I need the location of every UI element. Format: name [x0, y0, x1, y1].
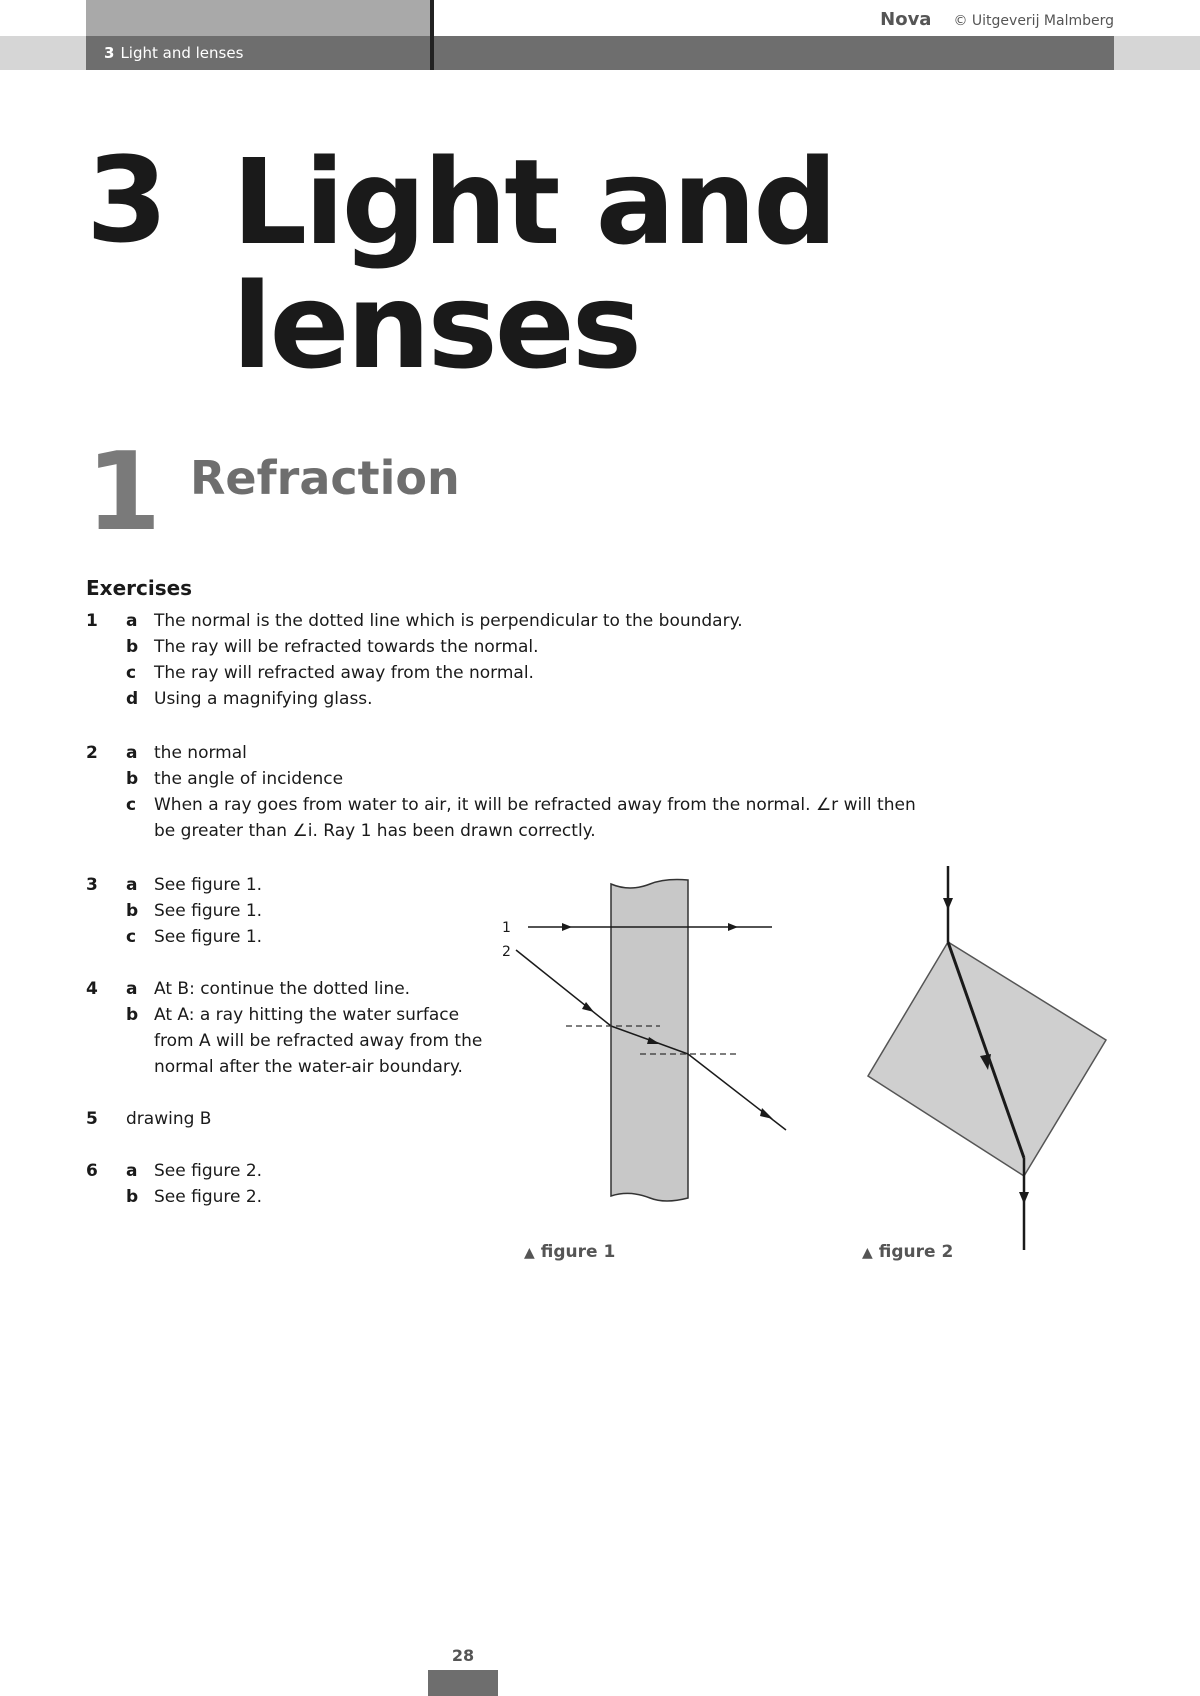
question-number: 1 [86, 611, 98, 631]
breadcrumb-number: 3 [104, 44, 115, 62]
figure-2-caption [862, 1242, 953, 1262]
question-number: 3 [86, 875, 98, 895]
chapter-title: Light and lenses [232, 133, 835, 395]
header-band-dark [434, 36, 1114, 70]
triangle-up-icon: ▲ [862, 1245, 873, 1261]
ray-1-label: 1 [502, 920, 511, 936]
sub-letter: b [126, 1005, 139, 1025]
sub-letter: a [126, 743, 138, 763]
exercises-heading: Exercises [86, 576, 193, 600]
figure-2-caption-text: figure 2 [878, 1242, 954, 1262]
arrow-down-icon [1019, 1192, 1029, 1204]
sub-letter: b [126, 901, 139, 921]
sub-letter: c [126, 663, 137, 683]
ray-1-arrow-icon [562, 923, 572, 931]
figure-1-caption [524, 1242, 615, 1262]
figure-1 [490, 870, 800, 1210]
answer-text: See figure 2. [154, 1187, 263, 1207]
answer-text: The ray will be refracted towards the normal. [154, 637, 539, 657]
page-number: 28 [451, 1646, 475, 1665]
answer-text: At B: continue the dotted line. [154, 979, 411, 999]
ray-2-incident [516, 950, 611, 1026]
section-title: Refraction [190, 451, 460, 505]
answer-text: Using a magnifying glass. [154, 689, 373, 709]
brand [880, 9, 1114, 30]
chapter-number: 3 [86, 131, 167, 269]
answer-text: drawing B [126, 1109, 212, 1129]
sub-letter: a [126, 875, 138, 895]
sub-letter: c [126, 927, 137, 947]
answer-text: normal after the water-air boundary. [154, 1057, 463, 1077]
answer-text: At A: a ray hitting the water surface [154, 1005, 460, 1025]
question-number: 5 [86, 1109, 98, 1129]
question-number: 2 [86, 743, 98, 763]
answer-text: the normal [154, 743, 247, 763]
sub-letter: a [126, 1161, 138, 1181]
figure-1-caption-text: figure 1 [540, 1242, 616, 1262]
answer-text: be greater than ∠i. Ray 1 has been drawn correctly. [154, 821, 596, 841]
brand-name: Nova [880, 9, 932, 30]
answer-text: When a ray goes from water to air, it will be refracted away from the normal. ∠r will then [154, 795, 916, 815]
figure-2 [860, 862, 1120, 1252]
answer-text: See figure 2. [154, 1161, 263, 1181]
header-tab-top [86, 0, 430, 36]
sub-letter: c [126, 795, 137, 815]
ray-1-arrow-icon [728, 923, 738, 931]
answer-text: the angle of incidence [154, 769, 344, 789]
ray-2-arrow-icon [760, 1108, 773, 1119]
triangle-up-icon: ▲ [524, 1245, 535, 1261]
sub-letter: b [126, 1187, 139, 1207]
answer-text: The ray will refracted away from the normal. [154, 663, 534, 683]
breadcrumb-label: Light and lenses [120, 44, 244, 62]
sub-letter: b [126, 637, 139, 657]
sub-letter: b [126, 769, 139, 789]
sub-letter: a [126, 979, 138, 999]
section-number: 1 [86, 430, 162, 555]
footer-tab [428, 1670, 498, 1696]
arrow-down-icon [943, 898, 953, 910]
ray-2-label: 2 [502, 944, 511, 960]
sub-letter: a [126, 611, 138, 631]
copyright: © Uitgeverij Malmberg [953, 13, 1114, 29]
question-number: 6 [86, 1161, 98, 1181]
answer-text: from A will be refracted away from the [154, 1031, 483, 1051]
answer-text: The normal is the dotted line which is perpendicular to the boundary. [154, 611, 743, 631]
answer-text: See figure 1. [154, 927, 263, 947]
breadcrumb [104, 44, 243, 62]
question-number: 4 [86, 979, 98, 999]
answer-text: See figure 1. [154, 901, 263, 921]
sub-letter: d [126, 689, 139, 709]
answer-text: See figure 1. [154, 875, 263, 895]
